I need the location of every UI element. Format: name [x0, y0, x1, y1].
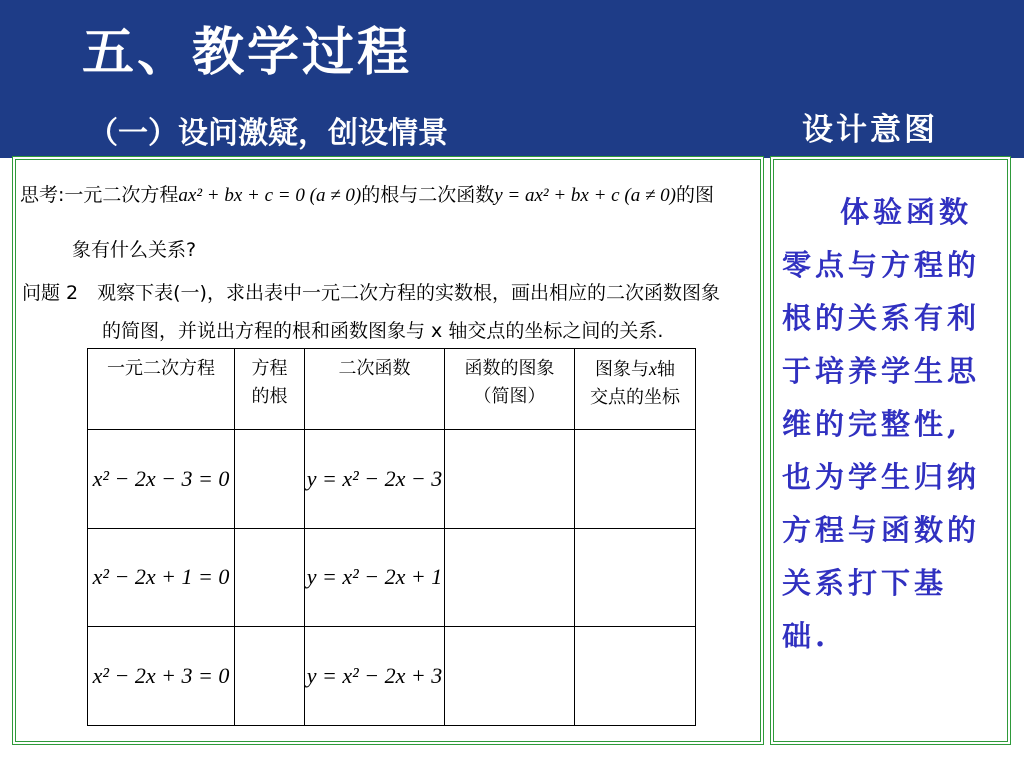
root-cell	[235, 528, 305, 627]
page-title: 五、教学过程	[82, 22, 413, 83]
graph-cell	[445, 528, 575, 627]
question-2-line2: 的简图，并说出方程的根和函数图象与 x 轴交点的坐标之间的关系.	[102, 320, 664, 342]
table-header-row	[88, 349, 696, 430]
coordinates-cell	[575, 528, 696, 627]
think-prefix: 思考:一元二次方程	[20, 184, 179, 206]
table-row	[88, 429, 696, 528]
equation-cell: x² − 2x + 3 = 0	[88, 627, 235, 726]
think-mid: 的根与二次函数	[361, 184, 495, 206]
graph-cell	[445, 429, 575, 528]
section-subtitle: （一）设问激疑，创设情景	[88, 116, 448, 151]
equation-function-table	[87, 348, 696, 726]
function-cell: y = x² − 2x + 1	[305, 528, 445, 627]
think-question-line2: 象有什么关系?	[72, 239, 197, 261]
equation-cell: x² − 2x + 1 = 0	[88, 528, 235, 627]
equation-cell: x² − 2x − 3 = 0	[88, 429, 235, 528]
coordinates-cell	[575, 627, 696, 726]
function-cell: y = x² − 2x + 3	[305, 627, 445, 726]
header-equation: 一元二次方程	[88, 349, 235, 430]
header-root: 方程 的根	[235, 349, 305, 430]
design-intent-text: 体验函数零点与方程的根的关系有利于培养学生思维的完整性,也为学生归纳方程与函数的关系打下基础.	[782, 195, 981, 653]
root-cell	[235, 429, 305, 528]
think-equation: ax² + bx + c = 0 (a ≠ 0)	[178, 185, 362, 206]
table-row	[88, 627, 696, 726]
header-function: 二次函数	[305, 349, 445, 430]
think-function: y = ax² + bx + c (a ≠ 0)	[494, 185, 676, 206]
function-cell: y = x² − 2x − 3	[305, 429, 445, 528]
table-row	[88, 528, 696, 627]
root-cell	[235, 627, 305, 726]
design-intent-label: 设计意图	[802, 112, 938, 148]
graph-cell	[445, 627, 575, 726]
think-suffix: 的图	[675, 184, 714, 206]
header-coordinates: 图象与x轴 交点的坐标	[575, 349, 696, 430]
header-graph: 函数的图象 （简图）	[445, 349, 575, 430]
coordinates-cell	[575, 429, 696, 528]
think-question	[20, 180, 765, 211]
question-2-line1: 问题 2 观察下表(一)，求出表中一元二次方程的实数根，画出相应的二次函数图象	[22, 282, 720, 304]
